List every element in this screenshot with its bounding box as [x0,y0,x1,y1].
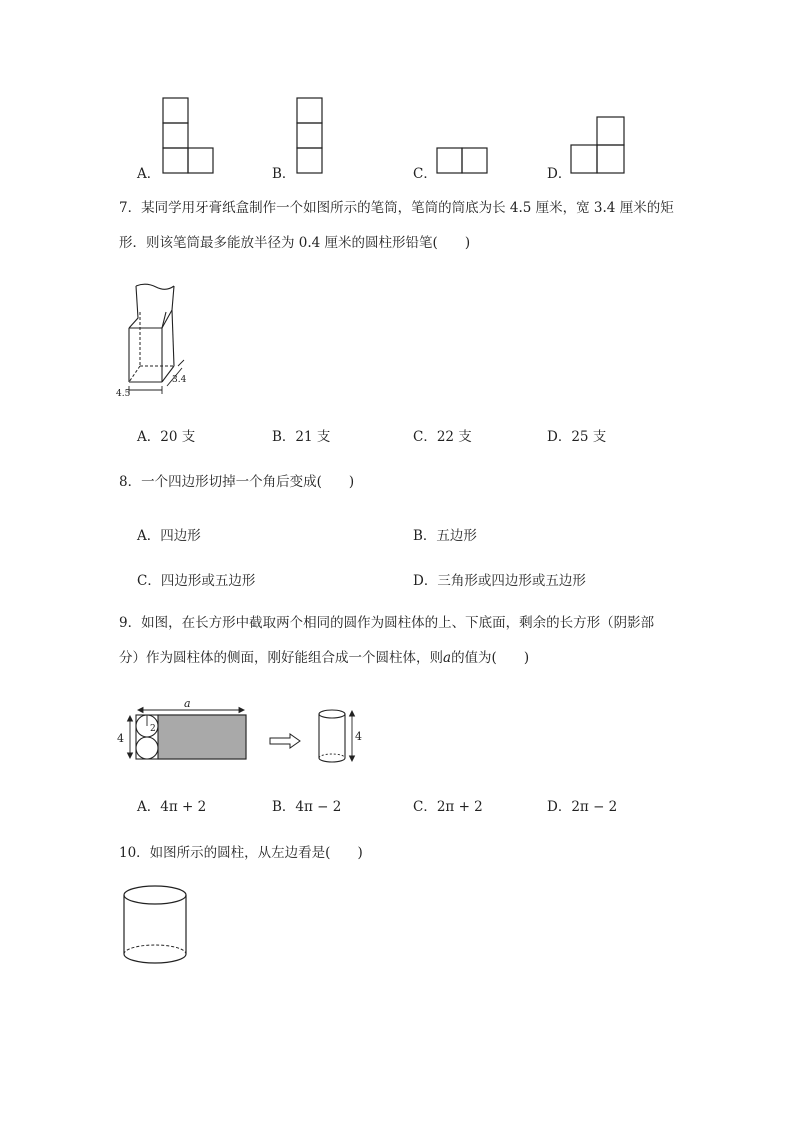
q6-option-a-label: A． [137,166,161,182]
q6-option-b-label: B． [272,166,296,182]
q9-stem-line1: 9．如图，在长方形中截取两个相同的圆作为圆柱体的上、下底面，剩余的长方形（阴影部 [119,615,655,631]
q10-stem: 10．如图所示的圆柱，从左边看是( ) [119,845,363,861]
q9-fig-label-height: 4 [117,732,124,745]
q6-option-b-figure [295,96,327,176]
q8-option-d: D．三角形或四边形或五边形 [413,573,586,589]
q6-option-d-label: D． [547,166,572,182]
q9-option-c: C．2π + 2 [413,799,483,815]
q8-option-a: A．四边形 [137,528,201,544]
q9-option-a: A．4π + 2 [137,799,207,815]
q6-option-a-figure [160,96,216,176]
q8-option-b: B．五边形 [413,528,477,544]
q9-fig-label-radius: 2 [150,724,156,734]
q10-cylinder-figure [120,884,192,970]
q7-option-b: B．21 支 [272,429,331,445]
q7-pen-holder-figure [112,282,197,400]
q9-fig-label-a: a [184,697,191,710]
q6-option-c-label: C． [413,166,437,182]
q6-option-c-figure [435,146,491,176]
q9-stem-line2 [119,648,529,668]
q6-option-d-figure [569,115,629,177]
q7-option-d: D．25 支 [547,429,607,445]
q9-stem-line2-end: 的值为( ) [451,650,530,666]
q8-stem: 8．一个四边形切掉一个角后变成( ) [119,474,355,490]
q9-arrow-figure [268,733,304,749]
q9-option-b: B．4π − 2 [272,799,342,815]
q7-stem-line2: 形．则该笔筒最多能放半径为 0.4 厘米的圆柱形铅笔( ) [119,235,471,251]
q8-option-c: C．四边形或五边形 [137,573,256,589]
q7-fig-label-width: 3.4 [172,375,187,385]
q7-stem-line1: 7．某同学用牙膏纸盒制作一个如图所示的笔筒，笔筒的筒底为长 4.5 厘米，宽 3.4 厘米的矩 [119,200,674,216]
q7-option-a: A．20 支 [137,429,196,445]
q9-stem-variable: a [443,650,452,666]
q9-stem-line2-text: 分）作为圆柱体的侧面，刚好能组合成一个圆柱体，则 [119,650,443,666]
q7-fig-label-length: 4.5 [116,389,131,399]
q9-option-d: D．2π − 2 [547,799,618,815]
q9-cylinder-figure [315,706,367,766]
q9-fig-label-cyl-height: 4 [355,730,362,743]
q7-option-c: C．22 支 [413,429,472,445]
q9-rectangle-figure [114,697,254,765]
